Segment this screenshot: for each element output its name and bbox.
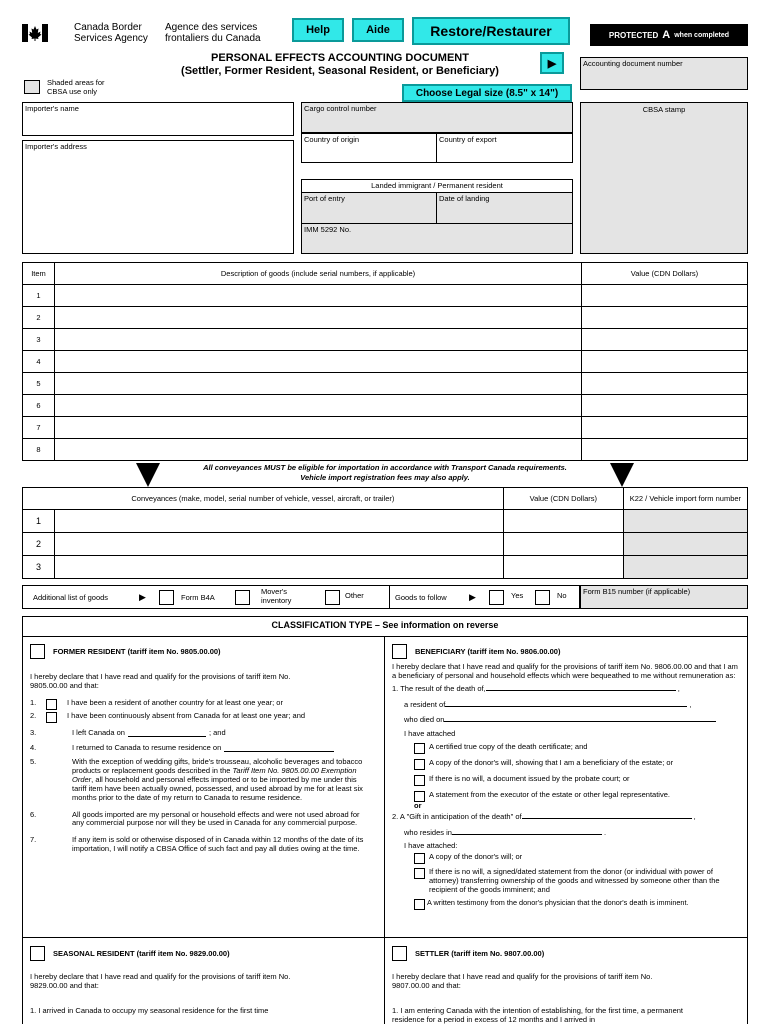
former-item-2-checkbox[interactable] xyxy=(46,712,57,723)
title-line-1: PERSONAL EFFECTS ACCOUNTING DOCUMENT xyxy=(211,52,469,64)
importer-address-label: Importer's address xyxy=(25,142,87,151)
former-item-4-num: 4. xyxy=(30,742,37,752)
title-line-2: (Settler, Former Resident, Seasonal Resident, or Beneficiary) xyxy=(181,65,499,77)
former-resident-intro: I hereby declare that I have read and qualify for the provisions of tariff item No. 9805.00.00 and that: xyxy=(30,672,291,690)
goods-col-value: Value (CDN Dollars) xyxy=(582,263,748,285)
beneficiary-heading: BENEFICIARY (tariff item No. 9806.00.00) xyxy=(415,647,561,656)
conveyance-item-number: 1 xyxy=(23,510,55,533)
former-item-1-checkbox[interactable] xyxy=(46,699,57,710)
movers-inventory-label xyxy=(261,588,291,606)
former-item-5-b: , all household and personal effects imported or to be imported by me under this tariff item have been actually owned, possessed, and used abroad by me for at least six months prior to the date of my return to Canada to resume residence. xyxy=(72,775,363,802)
resume-residence-date-input[interactable] xyxy=(224,744,334,752)
help-button[interactable]: Help xyxy=(292,18,344,42)
goods-description-input[interactable] xyxy=(55,329,582,351)
goods-item-number: 1 xyxy=(23,285,55,307)
protected-level: A xyxy=(662,29,671,41)
settler-section xyxy=(392,946,744,1024)
movers-line-1: Mover's xyxy=(261,587,288,596)
goods-description-input[interactable] xyxy=(55,395,582,417)
died-on-input[interactable] xyxy=(444,714,716,722)
settler-heading: SETTLER (tariff item No. 9807.00.00) xyxy=(415,949,545,958)
agency-name-en xyxy=(74,22,148,44)
date-landing-field[interactable] xyxy=(436,192,573,224)
former-item-5-text xyxy=(72,758,367,802)
former-item-5-num: 5. xyxy=(30,757,37,767)
classification-col-divider xyxy=(384,636,385,1024)
conveyance-notice xyxy=(160,463,610,483)
shaded-note-line-1: Shaded areas for xyxy=(47,78,105,87)
resides-in-label: who resides in xyxy=(404,827,452,837)
former-item-1-num: 1. xyxy=(30,697,37,707)
deceased-name-input[interactable] xyxy=(486,683,676,691)
former-item-2-text: I have been continuously absent from Canada for at least one year; and xyxy=(67,710,306,720)
form-b15-field[interactable] xyxy=(580,585,748,609)
goods-item-number: 8 xyxy=(23,439,55,461)
shaded-note-line-2: CBSA use only xyxy=(47,86,98,96)
beneficiary-checkbox[interactable] xyxy=(392,644,407,659)
seasonal-item-1: 1. I arrived in Canada to occupy my seasonal residence for the first time xyxy=(30,1005,269,1015)
conveyance-k22-input xyxy=(623,510,747,533)
goods-row xyxy=(23,307,748,329)
former-item-1-text: I have been a resident of another country for at least one year; or xyxy=(67,697,283,707)
goods-item-number: 3 xyxy=(23,329,55,351)
goods-row xyxy=(23,329,748,351)
physician-testimony-text: A written testimony from the donor's physician that the donor's death is imminent. xyxy=(427,897,689,907)
former-item-3-num: 3. xyxy=(30,727,37,737)
goods-row xyxy=(23,351,748,373)
conveyance-description-input[interactable] xyxy=(55,556,504,579)
other-checkbox[interactable] xyxy=(325,590,340,605)
former-item-6-num: 6. xyxy=(30,809,37,819)
importer-address-field[interactable] xyxy=(22,140,294,254)
imm-5292-field[interactable] xyxy=(301,223,573,254)
triangle-right-icon-2: ▶ xyxy=(469,592,476,602)
donor-will-checkbox[interactable] xyxy=(414,759,425,770)
country-origin-label: Country of origin xyxy=(304,135,360,144)
date-landing-label: Date of landing xyxy=(439,194,490,203)
form-b4a-label: Form B4A xyxy=(181,593,215,602)
agency-name-fr xyxy=(165,22,261,44)
legal-size-button[interactable]: Choose Legal size (8.5" x 14") xyxy=(402,84,572,102)
movers-inventory-checkbox[interactable] xyxy=(235,590,250,605)
imm-5292-label: IMM 5292 No. xyxy=(304,225,352,234)
seasonal-resident-section xyxy=(30,946,375,1016)
goods-value-input[interactable] xyxy=(582,439,748,461)
seasonal-resident-heading: SEASONAL RESIDENT (tariff item No. 9829.00.00) xyxy=(53,949,230,958)
cargo-control-label: Cargo control number xyxy=(304,104,377,113)
goods-item-number: 5 xyxy=(23,373,55,395)
goods-value-input[interactable] xyxy=(582,329,748,351)
agency-fr-line-2: frontaliers du Canada xyxy=(165,33,261,44)
landed-immigrant-label: Landed immigrant / Permanent resident xyxy=(371,181,503,190)
death-cert-text: A certified true copy of the death certificate; and xyxy=(429,742,588,752)
goods-value-input[interactable] xyxy=(582,373,748,395)
conveyance-item-number: 3 xyxy=(23,556,55,579)
settler-checkbox[interactable] xyxy=(392,946,407,961)
conveyance-value-input[interactable] xyxy=(503,556,623,579)
former-item-4-text: I returned to Canada to resume residence on xyxy=(72,742,222,752)
classification-title-rule xyxy=(22,636,748,637)
classification-title: CLASSIFICATION TYPE – See information on reverse xyxy=(271,620,499,630)
goods-description-input[interactable] xyxy=(55,351,582,373)
former-item-2-num: 2. xyxy=(30,710,37,720)
goods-row xyxy=(23,395,748,417)
accounting-doc-label: Accounting document number xyxy=(583,59,683,68)
goods-follow-label: Goods to follow xyxy=(395,593,447,602)
goods-follow-yes-checkbox[interactable] xyxy=(489,590,504,605)
protected-suffix: when completed xyxy=(674,31,730,39)
form-b15-label: Form B15 number (if applicable) xyxy=(583,587,691,596)
goods-item-number: 7 xyxy=(23,417,55,439)
form-title xyxy=(150,52,530,78)
goods-value-input[interactable] xyxy=(582,307,748,329)
settler-item-1: 1. I am entering Canada with the intention of establishing, for the first time, a permanent residence for a period in excess of 12 months and I arrived in xyxy=(392,1005,683,1024)
cbsa-stamp-field xyxy=(580,102,748,254)
goods-row xyxy=(23,439,748,461)
executor-text: A statement from the executor of the estate or other legal representative. xyxy=(429,790,670,800)
beneficiary-p2-text: 2. A "Gift in anticipation of the death" of xyxy=(392,811,522,821)
arrow-right-icon: ▶ xyxy=(547,57,557,70)
left-canada-date-input[interactable] xyxy=(128,729,206,737)
triangle-right-icon: ▶ xyxy=(139,592,146,602)
goods-description-input[interactable] xyxy=(55,285,582,307)
additional-list-row xyxy=(22,585,580,609)
goods-value-input[interactable] xyxy=(582,351,748,373)
conveyance-row xyxy=(23,510,748,533)
goods-item-number: 4 xyxy=(23,351,55,373)
former-item-7-text: If any item is sold or otherwise disposed of in Canada within 12 months of the date of its importation, I will notify a CBSA Office of such fact and pay all duties owing at the time. xyxy=(72,835,364,854)
protected-label: PROTECTED xyxy=(608,30,659,40)
conveyance-notice-line-2: Vehicle import registration fees may also apply. xyxy=(300,473,470,482)
arrow-down-icon-right xyxy=(610,463,634,487)
physician-testimony-checkbox[interactable] xyxy=(414,899,425,910)
donor-will-text: A copy of the donor's will, showing that I am a beneficiary of the estate; or xyxy=(429,758,674,768)
restore-button[interactable]: Restore/Restaurer xyxy=(412,17,570,45)
goods-table xyxy=(22,262,748,461)
classification-row-divider xyxy=(22,937,748,938)
goods-description-input[interactable] xyxy=(55,439,582,461)
canada-flag-icon xyxy=(22,24,48,42)
cargo-control-field[interactable] xyxy=(301,102,573,133)
shaded-legend-box xyxy=(24,80,40,94)
conveyance-description-input[interactable] xyxy=(55,533,504,556)
goods-col-item: Item xyxy=(23,263,55,285)
attached-label: I have attached xyxy=(404,729,456,739)
attached2-label: I have attached: xyxy=(404,840,458,850)
former-resident-heading: FORMER RESIDENT (tariff item No. 9805.00.00) xyxy=(53,647,221,656)
importer-name-field[interactable] xyxy=(22,102,294,136)
country-export-field[interactable] xyxy=(436,133,573,163)
next-arrow-button[interactable] xyxy=(540,52,564,74)
beneficiary-p1-text: 1. The result of the death of, xyxy=(392,683,486,693)
goods-value-input[interactable] xyxy=(582,417,748,439)
goods-item-number: 2 xyxy=(23,307,55,329)
goods-description-input[interactable] xyxy=(55,417,582,439)
conv-col-desc: Conveyances (make, model, serial number of vehicle, vessel, aircraft, or trailer) xyxy=(23,488,504,510)
conveyance-k22-input xyxy=(623,533,747,556)
resident-of-input[interactable] xyxy=(445,699,687,707)
country-origin-field[interactable] xyxy=(301,133,437,163)
conveyance-table xyxy=(22,487,748,579)
cbsa-stamp-label: CBSA stamp xyxy=(642,105,686,114)
former-item-6-text: All goods imported are my personal or household effects and were not used abroad for any commercial purpose nor will they be used in Canada for any commercial purpose. xyxy=(72,809,360,828)
landed-immigrant-header xyxy=(301,179,573,193)
conveyance-notice-line-1: All conveyances MUST be eligible for importation in accordance with Transport Canada requirements. xyxy=(203,463,567,472)
goods-value-input[interactable] xyxy=(582,285,748,307)
conveyance-k22-input xyxy=(623,556,747,579)
former-item-5-a: With the exception of wedding gifts, bride's trousseau, alcoholic beverages and tobacco products or replacement goods described in the xyxy=(72,757,363,776)
conveyance-item-number: 2 xyxy=(23,533,55,556)
beneficiary-intro: I hereby declare that I have read and qualify for the provisions of tariff item No. 9806.00.00 and that I am a beneficiary of personal and household effects which were bequeathed to me without remuneration as: xyxy=(392,662,738,680)
death-cert-checkbox[interactable] xyxy=(414,743,425,754)
former-item-3-pre: I left Canada on xyxy=(72,727,125,737)
seasonal-resident-intro: I hereby declare that I have read and qualify for the provisions of tariff item No. 9829.00.00 and that: xyxy=(30,972,291,990)
conv-col-value: Value (CDN Dollars) xyxy=(503,488,623,510)
port-entry-field[interactable] xyxy=(301,192,437,224)
former-resident-checkbox[interactable] xyxy=(30,644,45,659)
conv-col-k22: K22 / Vehicle import form number xyxy=(623,488,747,510)
probate-checkbox[interactable] xyxy=(414,775,425,786)
form-b4a-checkbox[interactable] xyxy=(159,590,174,605)
aide-button[interactable]: Aide xyxy=(352,18,404,42)
goods-row xyxy=(23,417,748,439)
gift-will-checkbox[interactable] xyxy=(414,853,425,864)
goods-description-input[interactable] xyxy=(55,373,582,395)
other-label: Other xyxy=(345,591,364,600)
goods-follow-yes-label: Yes xyxy=(511,591,524,600)
conveyance-row xyxy=(23,556,748,579)
protected-badge xyxy=(590,24,748,46)
goods-follow-no-label: No xyxy=(557,591,567,600)
former-item-5-em: Tariff Item No. 9805.00.00 Exemption Order xyxy=(72,766,357,785)
arrow-down-icon xyxy=(136,463,160,487)
or-label: or xyxy=(414,801,422,811)
port-entry-label: Port of entry xyxy=(304,194,345,203)
died-on-label: who died on xyxy=(404,715,445,725)
seasonal-resident-checkbox[interactable] xyxy=(30,946,45,961)
former-item-7-num: 7. xyxy=(30,835,37,845)
goods-description-input[interactable] xyxy=(55,307,582,329)
additional-list-label: Additional list of goods xyxy=(33,593,109,602)
signed-statement-checkbox[interactable] xyxy=(414,868,425,879)
former-item-3-post: ; and xyxy=(208,727,226,737)
beneficiary-section: BENEFICIARY (tariff item No. 9806.00.00) I hereby declare that I have read and qualify for the provisions of tariff item No. 9806.00.00 and that I am a beneficiary of personal and household effects which were bequeathed to me without remuneration as: 1. The result of the death of, , a resident of , who died on I have attached A certified true copy of the death certificate; and A copy of the donor's will, showing that I am a beneficiary of the estate; or If there is no will, a document issued by the probate court; or A statement from the executor of the estate or other legal representative. or 2. A "Gift in anticipation of the death" of , who resides in . I have attached: A copy of the donor's will; or If there is no will, a signed/dated statement from the donor (or individual with power of attorney) transferring ownership of the goods and witnessed by someone other than the recipient of the goods imminent; and A written testimony from the donor's physician that the donor's death is imminent. xyxy=(392,644,744,912)
conveyance-value-input[interactable] xyxy=(503,510,623,533)
probate-text: If there is no will, a document issued by the probate court; or xyxy=(429,774,630,784)
gift-will-text: A copy of the donor's will; or xyxy=(429,852,523,862)
settler-intro: I hereby declare that I have read and qualify for the provisions of tariff item No. 9807.00.00 and that: xyxy=(392,972,653,990)
agency-en-line-2: Services Agency xyxy=(74,33,148,44)
former-resident-section xyxy=(30,644,375,856)
gift-donor-input[interactable] xyxy=(522,811,692,819)
accounting-doc-number-field[interactable] xyxy=(580,57,748,90)
signed-statement-text: If there is no will, a signed/dated statement from the donor (or individual with power of attorney) transferring ownership of the goods and witnessed by someone other than the recipient of the goods imminent; and xyxy=(429,867,720,895)
goods-row xyxy=(23,373,748,395)
shaded-legend-text xyxy=(47,79,105,97)
goods-col-desc: Description of goods (include serial numbers, if applicable) xyxy=(55,263,582,285)
goods-item-number: 6 xyxy=(23,395,55,417)
movers-line-2: inventory xyxy=(261,595,292,605)
conveyance-description-input[interactable] xyxy=(55,510,504,533)
goods-row xyxy=(23,285,748,307)
resides-in-input[interactable] xyxy=(452,827,602,835)
resident-of-label: a resident of xyxy=(404,699,446,709)
conveyance-row xyxy=(23,533,748,556)
additional-divider xyxy=(389,586,390,608)
goods-value-input[interactable] xyxy=(582,395,748,417)
country-export-label: Country of export xyxy=(439,135,497,144)
agency-en-line-1: Canada Border xyxy=(74,22,142,33)
importer-name-label: Importer's name xyxy=(25,104,79,113)
conveyance-value-input[interactable] xyxy=(503,533,623,556)
goods-follow-no-checkbox[interactable] xyxy=(535,590,550,605)
agency-fr-line-1: Agence des services xyxy=(165,22,258,33)
